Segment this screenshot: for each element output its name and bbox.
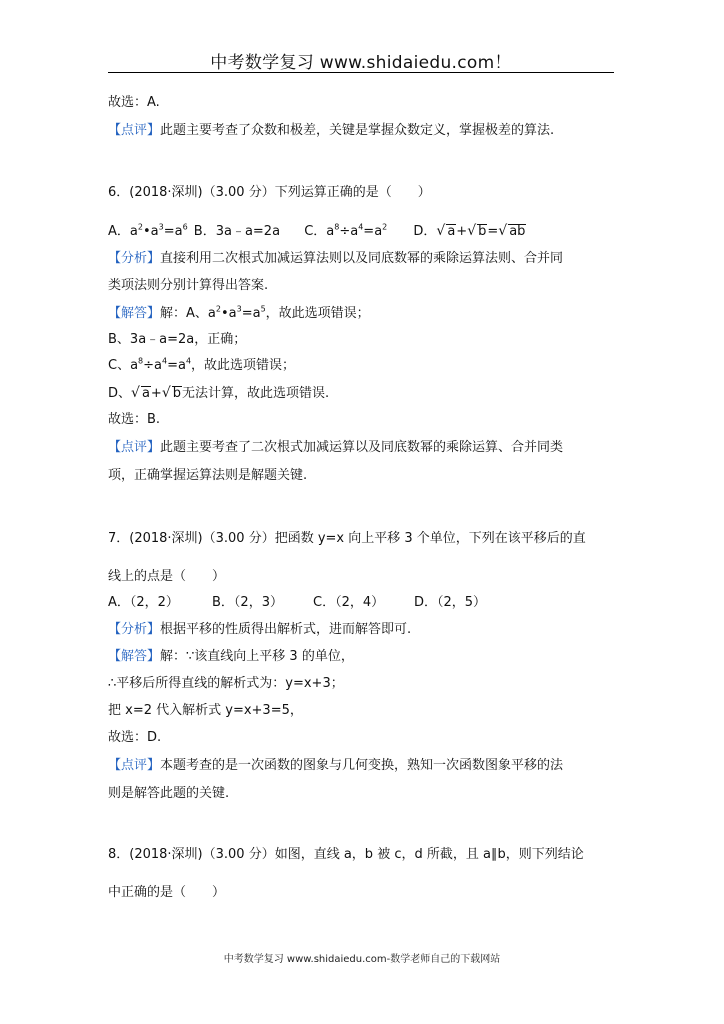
sqrt-icon: √	[498, 223, 508, 239]
q7-title-line1: 7．(2018·深圳)（3.00 分）把函数 y=x 向上平移 3 个单位，下列在该平移后的直	[108, 531, 586, 546]
q5-comment	[108, 122, 618, 140]
q7-comment-line1: 【点评】本题考查的是一次函数的图象与几何变换，熟知一次函数图象平移的法	[108, 758, 564, 773]
q6-analysis-line2: 类项法则分别计算得出答案.	[108, 278, 269, 293]
solve-tag: 【解答】	[108, 649, 161, 664]
q6-solve-line2: B、3a﹣a=2a，正确；	[108, 332, 247, 347]
q7-solve-line3: 把 x=2 代入解析式 y=x+3=5，	[108, 703, 303, 718]
comment-tag: 【点评】	[108, 123, 161, 138]
q6-solve-line3: C、$a^8\div a^4=a^4$，故此选项错误；	[108, 356, 296, 373]
q6-solve-line1: 【解答】解：A、$a^2•a^3=a^5$，故此选项错误；	[108, 304, 370, 321]
q6-option-d: D．√ a+√ b=√ ab	[413, 223, 526, 239]
q5-answer-line: 故选：A.	[108, 95, 160, 110]
q8-title-line2: 中正确的是（ ）	[108, 885, 226, 900]
sqrt-icon: √	[467, 223, 477, 239]
header-divider	[108, 72, 614, 73]
q7-option-d: D．（2，5）	[414, 595, 487, 610]
q6-options	[108, 222, 618, 241]
sqrt-icon: √	[161, 385, 171, 401]
q7-solve-line2: ∴平移后所得直线的解析式为：y=x+3；	[108, 676, 344, 691]
sqrt-icon: √	[436, 223, 446, 239]
q7-answer-line: 故选：D.	[108, 730, 162, 745]
q7-title-line2: 线上的点是（ ）	[108, 569, 226, 584]
q6-answer-line: 故选：B.	[108, 412, 161, 427]
q6-comment-line1: 【点评】此题主要考查了二次根式加减运算以及同底数幂的乘除运算、合并同类	[108, 440, 564, 455]
q7-option-a: A．（2，2）	[108, 595, 179, 610]
q7-analysis: 【分析】根据平移的性质得出解析式，进而解答即可.	[108, 622, 412, 637]
q8-title-line1: 8．(2018·深圳)（3.00 分）如图，直线 a，b 被 c，d 所截，且 a∥b，则下列结论	[108, 847, 584, 862]
comment-text: 此题主要考查了众数和极差，关键是掌握众数定义，掌握极差的算法.	[160, 123, 555, 138]
page-footer: 中考数学复习 www.shidaiedu.com-数学老师自己的下载网站	[223, 954, 501, 965]
q6-comment-line2: 项，正确掌握运算法则是解题关键.	[108, 468, 308, 483]
comment-tag: 【点评】	[108, 758, 161, 773]
q7-option-c: C．（2，4）	[313, 595, 385, 610]
analysis-tag: 【分析】	[108, 251, 161, 266]
page-header: 中考数学复习 www.shidaiedu.com！	[210, 53, 512, 73]
q6-option-b: B．3a﹣a=2a	[193, 224, 281, 239]
q6-analysis-line1: 【分析】直接利用二次根式加减运算法则以及同底数幂的乘除运算法则、合并同	[108, 251, 564, 266]
q6-solve-line4: D、√ a+√ b无法计算，故此选项错误.	[108, 385, 330, 401]
q7-options	[108, 594, 618, 612]
sqrt-icon: √	[131, 385, 140, 401]
solve-tag: 【解答】	[108, 306, 161, 321]
q6-option-c: C．$a^8\div a^4=a^2$	[304, 222, 388, 239]
q7-option-b: B．（2，3）	[212, 595, 283, 610]
q7-solve-line1: 【解答】解：∵该直线向上平移 3 的单位，	[108, 649, 354, 664]
q6-option-a: A．$a^2•a^3=a^6$	[108, 222, 188, 239]
q7-comment-line2: 则是解答此题的关键.	[108, 786, 230, 801]
comment-tag: 【点评】	[108, 440, 161, 455]
q6-title: 6．(2018·深圳)（3.00 分）下列运算正确的是（ ）	[108, 185, 431, 200]
analysis-tag: 【分析】	[108, 622, 161, 637]
